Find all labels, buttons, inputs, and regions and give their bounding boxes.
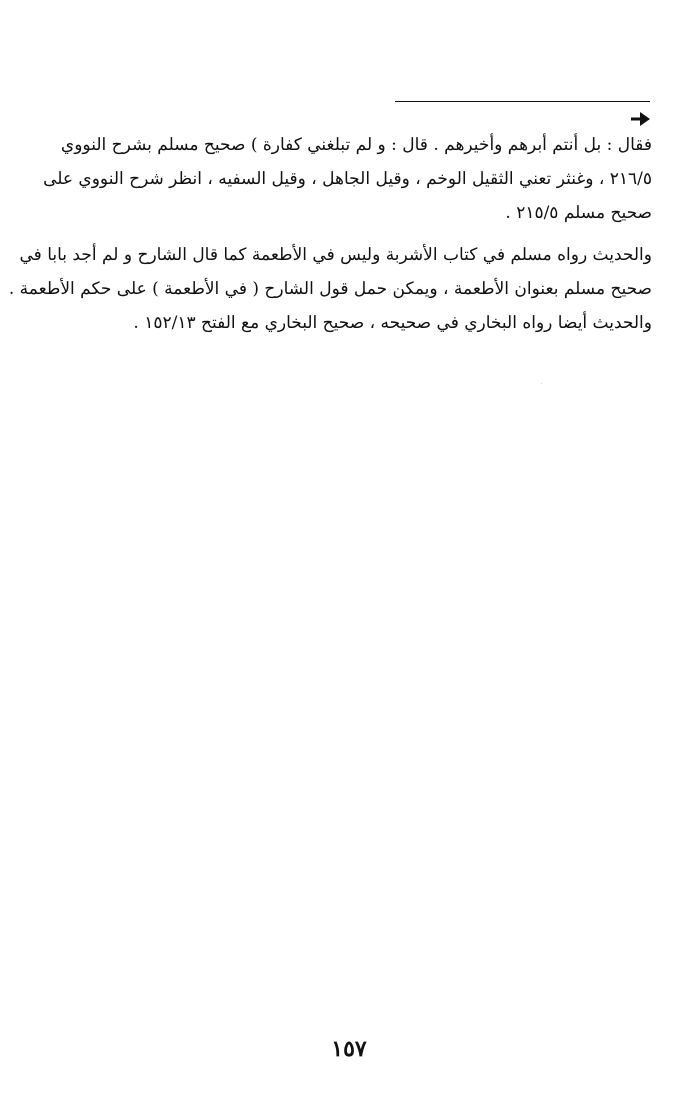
footnote-block-2 bbox=[8, 238, 652, 340]
footnote-line: صحيح مسلم بعنوان الأطعمة ، ويمكن حمل قول الشارح ( في الأطعمة ) على حكم الأطعمة . bbox=[8, 279, 652, 299]
footnote-block-1 bbox=[43, 128, 652, 230]
scan-speck bbox=[541, 383, 542, 384]
footnote-line: ٢١٦/٥ ، وغنثر تعني الثقيل الوخم ، وقيل الجاهل ، وقيل السفيه ، انظر شرح النووي على bbox=[43, 169, 652, 189]
footnote-line: صحيح مسلم ٢١٥/٥ . bbox=[505, 203, 652, 223]
footnote-line: فقال : بل أنتم أبرهم وأخيرهم . قال : و لم تبلغني كفارة ) صحيح مسلم بشرح النووي bbox=[60, 135, 652, 155]
page-number: ١٥٧ bbox=[331, 1036, 367, 1062]
continuation-arrow-icon bbox=[628, 109, 652, 129]
footnote-line: والحديث أيضا رواه البخاري في صحيحه ، صحيح البخاري مع الفتح ١٥٢/١٣ . bbox=[133, 313, 652, 333]
footnote-line: والحديث رواه مسلم في كتاب الأشربة وليس في الأطعمة كما قال الشارح و لم أجد بابا في bbox=[19, 245, 652, 265]
footnote-separator-rule bbox=[395, 101, 650, 102]
